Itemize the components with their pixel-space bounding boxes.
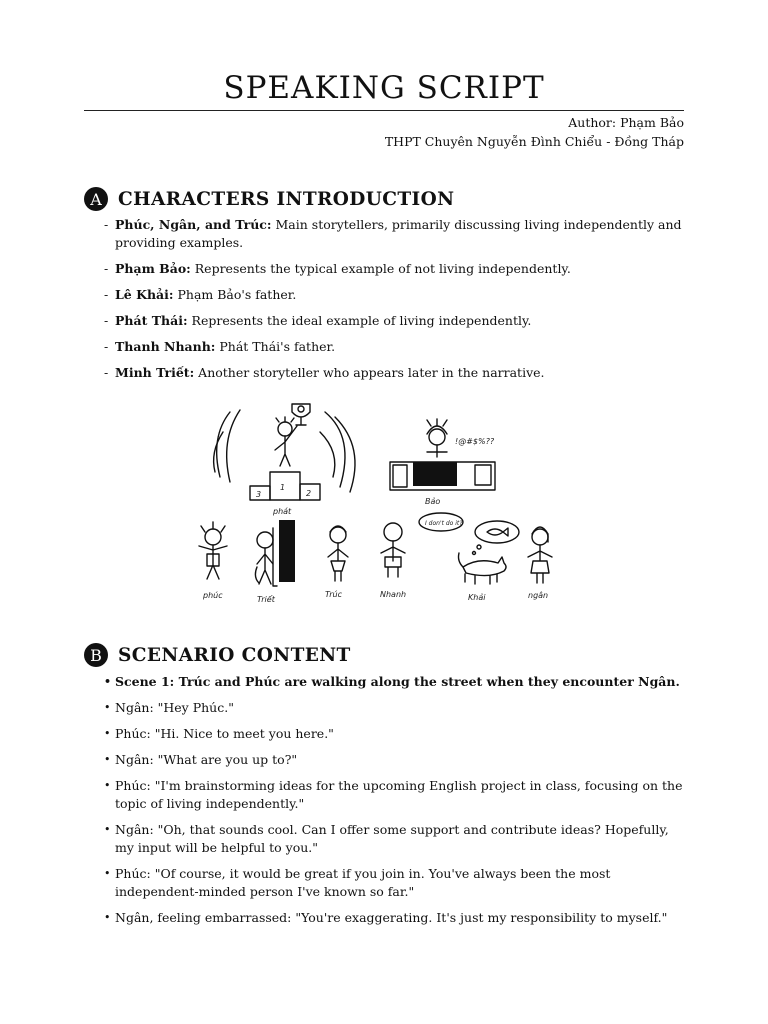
bao-figure — [427, 419, 447, 457]
dialogue-line: • Ngân: "What are you up to?" — [104, 751, 684, 769]
symbols-text: !@#$%?? — [455, 437, 495, 446]
document-title: SPEAKING SCRIPT — [223, 70, 545, 106]
character-name: Thanh Nhanh: — [115, 339, 216, 354]
section-b-title: SCENARIO CONTENT — [118, 644, 351, 666]
character-item — [104, 286, 684, 304]
podium-label-3: 3 — [256, 490, 262, 499]
trophy-icon — [292, 404, 310, 425]
section-b-badge: B — [84, 643, 108, 667]
character-item — [104, 216, 684, 252]
podium-label-1: 1 — [280, 483, 286, 492]
block-outline — [273, 528, 277, 586]
winner-figure — [275, 417, 297, 466]
character-name: Lê Khải: — [115, 287, 174, 302]
ngan-figure — [528, 527, 552, 583]
dialogue-line: • Ngân, feeling embarrassed: "You're exaggerating. It's just my responsibility to myself." — [104, 909, 684, 927]
character-desc: Phạm Bảo's father. — [173, 287, 297, 302]
character-desc: Another storyteller who appears later in the narrative. — [194, 365, 545, 380]
section-a-badge: A — [84, 187, 108, 211]
author-line: Author: Phạm Bảo — [568, 115, 684, 130]
dialogue-line: • Ngân: "Oh, that sounds cool. Can I offer some support and contribute ideas? Hopefully, my input will be helpful to you." — [104, 821, 684, 857]
thought-bubble — [473, 521, 520, 555]
label-phuc: phúc — [203, 591, 223, 600]
character-name: Phạm Bảo: — [115, 261, 191, 276]
title-rule — [84, 110, 684, 111]
section-b-heading — [84, 642, 351, 668]
label-nhanh: Nhanh — [380, 590, 407, 599]
truc-figure — [328, 526, 348, 581]
scene-heading: • Scene 1: Trúc and Phúc are walking along the street when they encounter Ngân. — [104, 673, 684, 691]
monitor-screen — [413, 462, 457, 486]
character-desc: Phát Thái's father. — [215, 339, 336, 354]
character-desc: Represents the typical example of not living independently. — [190, 261, 571, 276]
section-a-heading — [84, 186, 454, 212]
character-desc: Main storytellers, primarily discussing living independently and providing examples. — [115, 217, 682, 250]
label-khai: Khải — [468, 593, 486, 602]
label-phat: phát — [273, 507, 292, 516]
scenario-list — [104, 673, 684, 927]
character-item — [104, 338, 684, 356]
character-desc: Represents the ideal example of living independently. — [187, 313, 532, 328]
nhanh-figure — [381, 523, 405, 577]
characters-list — [104, 216, 684, 382]
character-item — [104, 364, 684, 382]
character-item — [104, 260, 684, 278]
school-line: THPT Chuyên Nguyễn Đình Chiểu - Đồng Tháp — [384, 134, 684, 149]
dialogue-line: • Phúc: "Hi. Nice to meet you here." — [104, 725, 684, 743]
character-name: Minh Triết: — [115, 365, 195, 380]
character-item — [104, 312, 684, 330]
character-name: Phát Thái: — [115, 313, 188, 328]
label-triet: Triết — [257, 595, 275, 604]
cat-figure — [459, 553, 507, 584]
dialogue-line: • Ngân: "Hey Phúc." — [104, 699, 684, 717]
section-a-title: CHARACTERS INTRODUCTION — [118, 188, 455, 210]
label-ngan: ngân — [528, 591, 549, 600]
dialogue-line: • Phúc: "Of course, it would be great if you join in. You've always been the most independent-minded person I've known so far." — [104, 865, 684, 901]
label-truc: Trúc — [325, 590, 343, 599]
dialogue-line: • Phúc: "I'm brainstorming ideas for the upcoming English project in class, focusing on the topic of living independently." — [104, 777, 684, 813]
characters-illustration — [175, 392, 593, 618]
character-name: Phúc, Ngân, and Trúc: — [115, 217, 272, 232]
triet-figure — [255, 532, 273, 584]
podium-label-2: 2 — [306, 489, 312, 498]
phuc-figure — [199, 522, 227, 579]
tall-black-block — [279, 520, 295, 582]
label-bao: Bảo — [425, 497, 441, 506]
bubble-text: I don't do it? — [425, 520, 463, 527]
